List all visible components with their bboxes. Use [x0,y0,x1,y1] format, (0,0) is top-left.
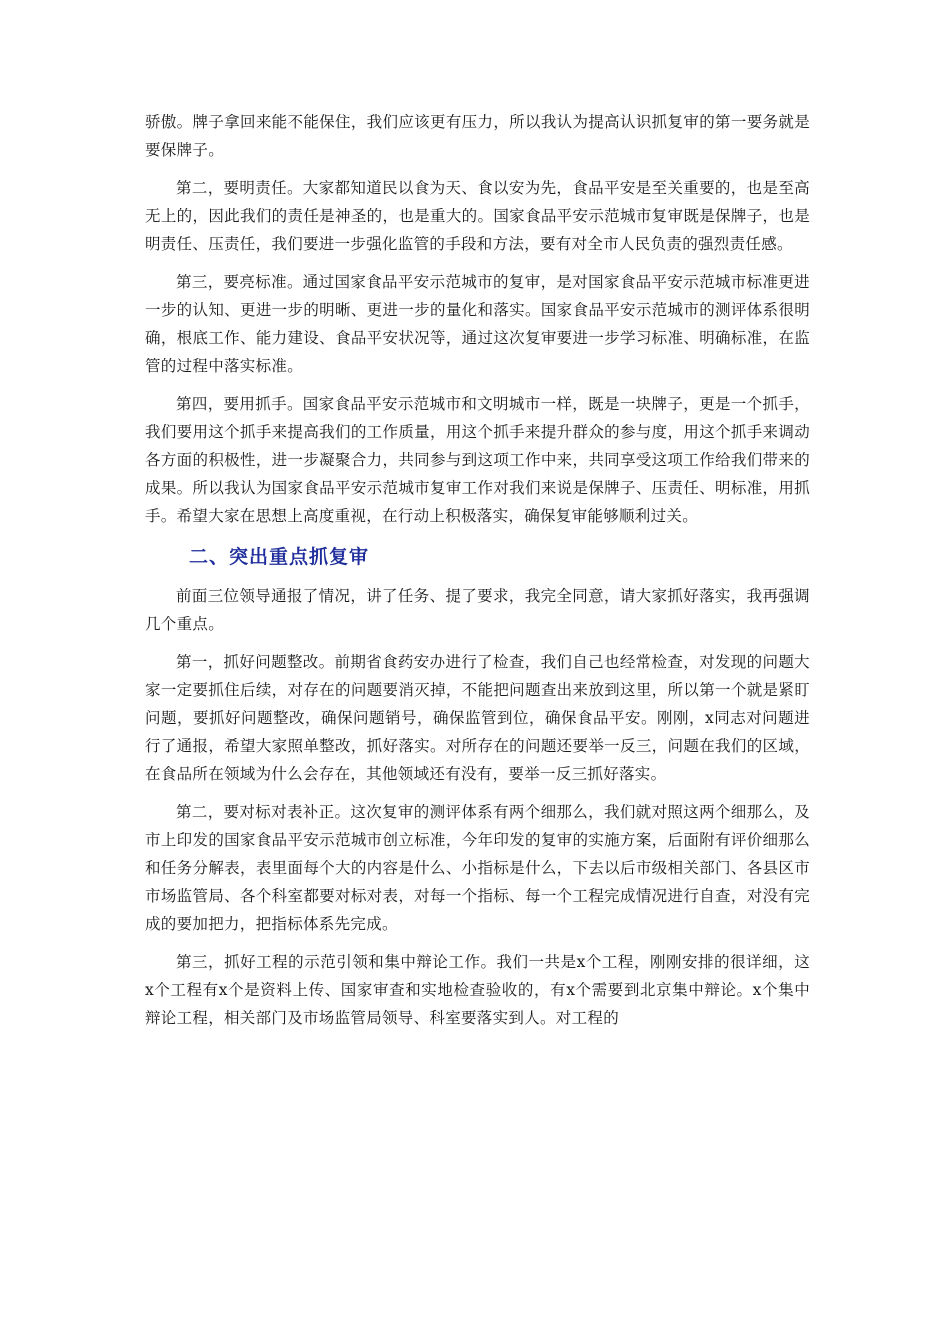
paragraph-intro-emphasis: 前面三位领导通报了情况，讲了任务、提了要求，我完全同意，请大家抓好落实，我再强调几个重点。 [145,587,810,633]
section-heading: 二、突出重点抓复审 [189,546,370,568]
paragraph-first-rectification: 第一，抓好问题整改。前期省食药安办进行了检查，我们自己也经常检查，对发现的问题大家一定要抓住后续，对存在的问题要消灭掉，不能把问题查出来放到这里，所以第一个就是紧盯问题，要抓好问题整改，确保问题销号，确保监管到位，确保食品平安。刚刚，x同志对问题进行了通报，希望大家照单整改，抓好落实。对所存在的问题还要举一反三，问题在我们的区域，在食品所在领域为什么会存在，其他领域还有没有，要举一反三抓好落实。 [145,653,810,783]
paragraph-second-benchmark: 第二，要对标对表补正。这次复审的测评体系有两个细那么，我们就对照这两个细那么，及市上印发的国家食品平安示范城市创立标准，今年印发的复审的实施方案，后面附有评价细那么和任务分解表，表里面每个大的内容是什么、小指标是什么，下去以后市级相关部门、各县区市市场监管局、各个科室都要对标对表，对每一个指标、每一个工程完成情况进行自查，对没有完成的要加把力，把指标体系先完成。 [145,803,810,933]
paragraph-continuation: 骄傲。牌子拿回来能不能保住，我们应该更有压力，所以我认为提高认识抓复审的第一要务就是要保牌子。 [145,113,810,159]
paragraph-third-standards: 第三，要亮标准。通过国家食品平安示范城市的复审，是对国家食品平安示范城市标准更进一步的认知、更进一步的明晰、更进一步的量化和落实。国家食品平安示范城市的测评体系很明确，根底工作、能力建设、食品平安状况等，通过这次复审要进一步学习标准、明确标准，在监管的过程中落实标准。 [145,273,810,375]
paragraph-third-projects: 第三，抓好工程的示范引领和集中辩论工作。我们一共是x个工程，刚刚安排的很详细，这x个工程有x个是资料上传、国家审查和实地检查验收的，有x个需要到北京集中辩论。x个集中辩论工程，相关部门及市场监管局领导、科室要落实到人。对工程的 [145,953,810,1027]
paragraph-second-responsibility: 第二，要明责任。大家都知道民以食为天、食以安为先，食品平安是至关重要的，也是至高无上的，因此我们的责任是神圣的，也是重大的。国家食品平安示范城市复审既是保牌子，也是明责任、压责任，我们要进一步强化监管的手段和方法，要有对全市人民负责的强烈责任感。 [145,179,810,253]
paragraph-fourth-grip: 第四，要用抓手。国家食品平安示范城市和文明城市一样，既是一块牌子，更是一个抓手，我们要用这个抓手来提高我们的工作质量，用这个抓手来提升群众的参与度，用这个抓手来调动各方面的积极性，进一步凝聚合力，共同参与到这项工作中来，共同享受这项工作给我们带来的成果。所以我认为国家食品平安示范城市复审工作对我们来说是保牌子、压责任、明标准，用抓手。希望大家在思想上高度重视，在行动上积极落实，确保复审能够顺利过关。 [145,395,810,525]
document-body [145,108,810,1042]
